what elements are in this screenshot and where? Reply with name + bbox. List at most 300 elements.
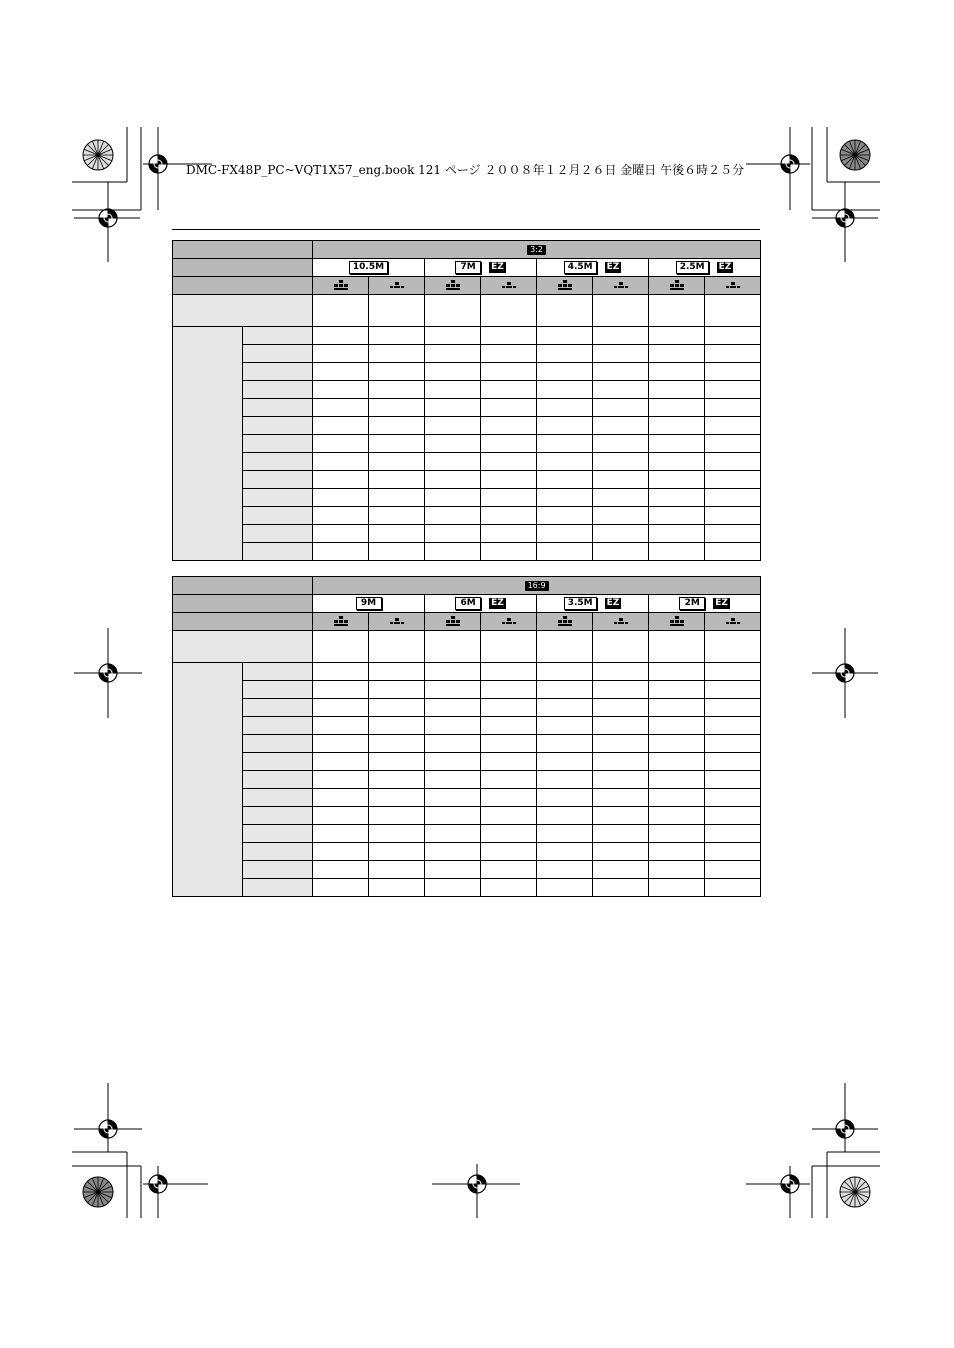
value-cell — [705, 471, 761, 489]
quality-standard-cell — [481, 613, 537, 631]
value-cell — [593, 381, 649, 399]
value-cell — [425, 435, 481, 453]
value-cell — [369, 471, 425, 489]
value-cell — [705, 699, 761, 717]
value-cell — [649, 825, 705, 843]
value-cell — [705, 843, 761, 861]
value-cell — [481, 381, 537, 399]
picture-size-icon: 7M — [455, 261, 481, 274]
value-cell — [425, 861, 481, 879]
value-cell — [369, 861, 425, 879]
quality-fine-cell — [537, 613, 593, 631]
row-label-cell — [243, 807, 313, 825]
value-cell — [705, 295, 761, 327]
value-cell — [369, 681, 425, 699]
row-label-cell — [243, 663, 313, 681]
quality-standard-icon — [726, 616, 740, 627]
value-cell — [537, 717, 593, 735]
value-cell — [537, 543, 593, 561]
table-row — [173, 327, 761, 345]
value-cell — [481, 699, 537, 717]
quality-fine-icon — [334, 280, 348, 291]
value-cell — [537, 771, 593, 789]
row-label-cell — [243, 543, 313, 561]
value-cell — [649, 295, 705, 327]
value-cell — [369, 825, 425, 843]
value-cell — [649, 789, 705, 807]
header-rule — [172, 229, 760, 230]
value-cell — [481, 825, 537, 843]
value-cell — [537, 825, 593, 843]
table-row — [173, 345, 761, 363]
value-cell — [593, 295, 649, 327]
quality-fine-cell — [537, 277, 593, 295]
quality-fine-cell — [649, 277, 705, 295]
value-cell — [369, 345, 425, 363]
registration-mark-icon — [99, 1120, 117, 1138]
picture-size-cell — [313, 259, 425, 277]
quality-standard-icon — [390, 616, 404, 627]
quality-standard-icon — [614, 280, 628, 291]
value-cell — [481, 417, 537, 435]
quality-standard-icon — [502, 616, 516, 627]
quality-standard-cell — [369, 277, 425, 295]
picture-size-cell — [313, 595, 425, 613]
quality-row — [173, 277, 761, 295]
picture-size-cell — [649, 595, 761, 613]
value-cell — [425, 507, 481, 525]
value-cell — [705, 861, 761, 879]
quality-standard-cell — [705, 613, 761, 631]
value-cell — [481, 363, 537, 381]
value-cell — [313, 789, 369, 807]
value-cell — [649, 735, 705, 753]
extended-zoom-icon: EZ — [718, 262, 732, 272]
row-label-cell — [243, 489, 313, 507]
value-cell — [705, 789, 761, 807]
picture-size-icon: 3.5M — [564, 597, 597, 610]
value-cell — [313, 681, 369, 699]
value-cell — [537, 753, 593, 771]
value-cell — [593, 789, 649, 807]
value-cell — [649, 345, 705, 363]
value-cell — [593, 735, 649, 753]
value-cell — [481, 735, 537, 753]
value-cell — [537, 525, 593, 543]
aspect-ratio-cell — [313, 241, 761, 259]
side-group-cell — [173, 327, 243, 561]
registration-mark-icon — [836, 664, 854, 682]
value-cell — [481, 399, 537, 417]
quality-standard-cell — [705, 277, 761, 295]
value-cell — [649, 363, 705, 381]
value-cell — [369, 363, 425, 381]
value-cell — [481, 753, 537, 771]
value-cell — [481, 471, 537, 489]
row-label-cell — [243, 417, 313, 435]
value-cell — [425, 771, 481, 789]
value-cell — [649, 471, 705, 489]
value-cell — [481, 543, 537, 561]
header-label-cell — [173, 259, 313, 277]
value-cell — [313, 807, 369, 825]
value-cell — [593, 525, 649, 543]
value-cell — [537, 345, 593, 363]
value-cell — [649, 507, 705, 525]
value-cell — [537, 489, 593, 507]
value-cell — [425, 717, 481, 735]
value-cell — [369, 327, 425, 345]
row-label-cell — [243, 381, 313, 399]
value-cell — [593, 345, 649, 363]
value-cell — [705, 327, 761, 345]
value-cell — [481, 807, 537, 825]
table-row — [173, 861, 761, 879]
value-cell — [313, 825, 369, 843]
value-cell — [649, 631, 705, 663]
row-label-cell — [243, 735, 313, 753]
value-cell — [537, 681, 593, 699]
value-cell — [425, 807, 481, 825]
value-cell — [705, 825, 761, 843]
quality-fine-icon — [334, 616, 348, 627]
row-label-cell — [243, 789, 313, 807]
row-label-cell — [243, 771, 313, 789]
value-cell — [593, 879, 649, 897]
value-cell — [537, 507, 593, 525]
value-cell — [593, 825, 649, 843]
picture-size-icon: 6M — [455, 597, 481, 610]
value-cell — [705, 717, 761, 735]
value-cell — [593, 543, 649, 561]
value-cell — [593, 453, 649, 471]
row-label-cell — [243, 753, 313, 771]
color-target-icon — [83, 140, 113, 170]
value-cell — [369, 435, 425, 453]
value-cell — [649, 417, 705, 435]
value-cell — [537, 699, 593, 717]
value-cell — [593, 861, 649, 879]
table-row — [173, 363, 761, 381]
picture-size-cell — [537, 595, 649, 613]
value-cell — [705, 879, 761, 897]
table-row — [173, 879, 761, 897]
value-cell — [481, 435, 537, 453]
value-cell — [481, 525, 537, 543]
value-cell — [649, 489, 705, 507]
value-cell — [313, 363, 369, 381]
value-cell — [649, 543, 705, 561]
quality-fine-cell — [425, 277, 481, 295]
value-cell — [705, 543, 761, 561]
value-cell — [537, 735, 593, 753]
value-cell — [649, 861, 705, 879]
table-row — [173, 807, 761, 825]
value-cell — [481, 295, 537, 327]
row-label-cell — [243, 825, 313, 843]
value-cell — [537, 327, 593, 345]
value-cell — [593, 489, 649, 507]
value-cell — [537, 807, 593, 825]
value-cell — [593, 753, 649, 771]
value-cell — [369, 525, 425, 543]
picture-size-cell — [425, 595, 537, 613]
registration-mark-icon — [99, 209, 117, 227]
table-row — [173, 753, 761, 771]
table-row — [173, 789, 761, 807]
value-cell — [649, 681, 705, 699]
registration-mark-icon — [149, 1175, 167, 1193]
value-cell — [593, 399, 649, 417]
value-cell — [369, 543, 425, 561]
value-cell — [425, 399, 481, 417]
quality-standard-icon — [726, 280, 740, 291]
table-row — [173, 453, 761, 471]
value-cell — [481, 489, 537, 507]
capacity-row — [173, 631, 761, 663]
value-cell — [313, 861, 369, 879]
quality-fine-icon — [558, 280, 572, 291]
row-label-cell — [243, 435, 313, 453]
value-cell — [313, 453, 369, 471]
table-row — [173, 663, 761, 681]
value-cell — [425, 471, 481, 489]
value-cell — [705, 525, 761, 543]
value-cell — [313, 295, 369, 327]
capacity-row — [173, 295, 761, 327]
value-cell — [705, 489, 761, 507]
value-cell — [593, 681, 649, 699]
table-row — [173, 417, 761, 435]
row-label-cell — [243, 507, 313, 525]
value-cell — [369, 381, 425, 399]
value-cell — [313, 631, 369, 663]
value-cell — [481, 453, 537, 471]
quality-row — [173, 613, 761, 631]
value-cell — [481, 507, 537, 525]
value-cell — [425, 753, 481, 771]
registration-mark-icon — [99, 664, 117, 682]
value-cell — [425, 327, 481, 345]
value-cell — [705, 417, 761, 435]
quality-fine-cell — [425, 613, 481, 631]
value-cell — [537, 399, 593, 417]
row-label-cell — [243, 861, 313, 879]
value-cell — [481, 789, 537, 807]
quality-fine-cell — [313, 613, 369, 631]
table-row — [173, 717, 761, 735]
registration-mark-icon — [836, 209, 854, 227]
row-label-cell — [243, 399, 313, 417]
table-row — [173, 543, 761, 561]
value-cell — [593, 843, 649, 861]
registration-mark-icon — [468, 1175, 486, 1193]
extended-zoom-icon: EZ — [491, 598, 504, 608]
value-cell — [369, 417, 425, 435]
value-cell — [593, 807, 649, 825]
value-cell — [313, 735, 369, 753]
quality-standard-icon — [390, 280, 404, 291]
value-cell — [481, 631, 537, 663]
picture-size-icon: 2.5M — [676, 261, 709, 274]
side-label-cell — [173, 295, 313, 327]
table-row — [173, 699, 761, 717]
table-row — [173, 825, 761, 843]
color-target-icon — [840, 1177, 870, 1207]
value-cell — [313, 753, 369, 771]
value-cell — [425, 345, 481, 363]
value-cell — [313, 435, 369, 453]
value-cell — [537, 789, 593, 807]
value-cell — [593, 699, 649, 717]
value-cell — [705, 663, 761, 681]
header-label-cell — [173, 277, 313, 295]
value-cell — [369, 663, 425, 681]
value-cell — [537, 843, 593, 861]
value-cell — [481, 663, 537, 681]
value-cell — [705, 453, 761, 471]
value-cell — [705, 807, 761, 825]
value-cell — [369, 717, 425, 735]
value-cell — [649, 435, 705, 453]
value-cell — [649, 399, 705, 417]
quality-standard-cell — [593, 277, 649, 295]
value-cell — [649, 699, 705, 717]
value-cell — [313, 417, 369, 435]
extended-zoom-icon: EZ — [606, 262, 620, 272]
value-cell — [425, 735, 481, 753]
value-cell — [649, 753, 705, 771]
value-cell — [537, 663, 593, 681]
value-cell — [537, 417, 593, 435]
value-cell — [537, 363, 593, 381]
value-cell — [649, 771, 705, 789]
quality-standard-cell — [593, 613, 649, 631]
value-cell — [481, 717, 537, 735]
value-cell — [425, 417, 481, 435]
value-cell — [593, 327, 649, 345]
value-cell — [425, 663, 481, 681]
value-cell — [593, 663, 649, 681]
value-cell — [313, 771, 369, 789]
header-label-cell — [173, 613, 313, 631]
value-cell — [705, 435, 761, 453]
value-cell — [481, 345, 537, 363]
value-cell — [649, 327, 705, 345]
value-cell — [313, 717, 369, 735]
picture-size-cell — [537, 259, 649, 277]
row-label-cell — [243, 363, 313, 381]
value-cell — [425, 879, 481, 897]
value-cell — [705, 363, 761, 381]
value-cell — [481, 681, 537, 699]
picture-size-cell — [649, 259, 761, 277]
table-row — [173, 525, 761, 543]
value-cell — [705, 631, 761, 663]
picture-size-icon: 10.5M — [349, 261, 388, 274]
value-cell — [369, 699, 425, 717]
value-cell — [593, 771, 649, 789]
quality-standard-icon — [502, 280, 516, 291]
color-target-icon — [83, 1177, 113, 1207]
value-cell — [481, 771, 537, 789]
value-cell — [705, 507, 761, 525]
value-cell — [481, 861, 537, 879]
value-cell — [313, 327, 369, 345]
value-cell — [425, 453, 481, 471]
value-cell — [425, 525, 481, 543]
quality-standard-cell — [481, 277, 537, 295]
value-cell — [425, 825, 481, 843]
value-cell — [369, 771, 425, 789]
value-cell — [537, 631, 593, 663]
value-cell — [369, 399, 425, 417]
value-cell — [705, 735, 761, 753]
value-cell — [649, 453, 705, 471]
value-cell — [649, 879, 705, 897]
value-cell — [537, 861, 593, 879]
value-cell — [649, 717, 705, 735]
value-cell — [313, 663, 369, 681]
value-cell — [537, 295, 593, 327]
print-slug: DMC-FX48P_PC~VQT1X57_eng.book 121 ページ ２００８年１２月２６日 金曜日 午後６時２５分 — [186, 163, 745, 177]
value-cell — [425, 681, 481, 699]
value-cell — [537, 471, 593, 489]
value-cell — [313, 699, 369, 717]
row-label-cell — [243, 879, 313, 897]
header-label-cell — [173, 595, 313, 613]
value-cell — [313, 879, 369, 897]
side-label-cell — [173, 631, 313, 663]
value-cell — [705, 681, 761, 699]
value-cell — [705, 753, 761, 771]
value-cell — [593, 631, 649, 663]
extended-zoom-icon: EZ — [491, 262, 504, 272]
side-group-cell — [173, 663, 243, 897]
value-cell — [425, 631, 481, 663]
value-cell — [369, 489, 425, 507]
quality-fine-cell — [313, 277, 369, 295]
aspect-ratio-cell — [313, 577, 761, 595]
value-cell — [649, 663, 705, 681]
value-cell — [481, 843, 537, 861]
value-cell — [425, 699, 481, 717]
quality-fine-icon — [670, 280, 684, 291]
value-cell — [313, 543, 369, 561]
value-cell — [537, 879, 593, 897]
value-cell — [481, 327, 537, 345]
registration-mark-icon — [781, 1175, 799, 1193]
value-cell — [313, 843, 369, 861]
value-cell — [313, 525, 369, 543]
value-cell — [705, 771, 761, 789]
table-row — [173, 489, 761, 507]
value-cell — [425, 789, 481, 807]
row-label-cell — [243, 717, 313, 735]
picture-size-icon: 4.5M — [564, 261, 597, 274]
value-cell — [537, 381, 593, 399]
value-cell — [369, 753, 425, 771]
color-target-icon — [840, 140, 870, 170]
row-label-cell — [243, 471, 313, 489]
value-cell — [369, 735, 425, 753]
value-cell — [425, 489, 481, 507]
value-cell — [705, 345, 761, 363]
value-cell — [537, 453, 593, 471]
value-cell — [313, 345, 369, 363]
row-label-cell — [243, 699, 313, 717]
quality-standard-icon — [614, 616, 628, 627]
